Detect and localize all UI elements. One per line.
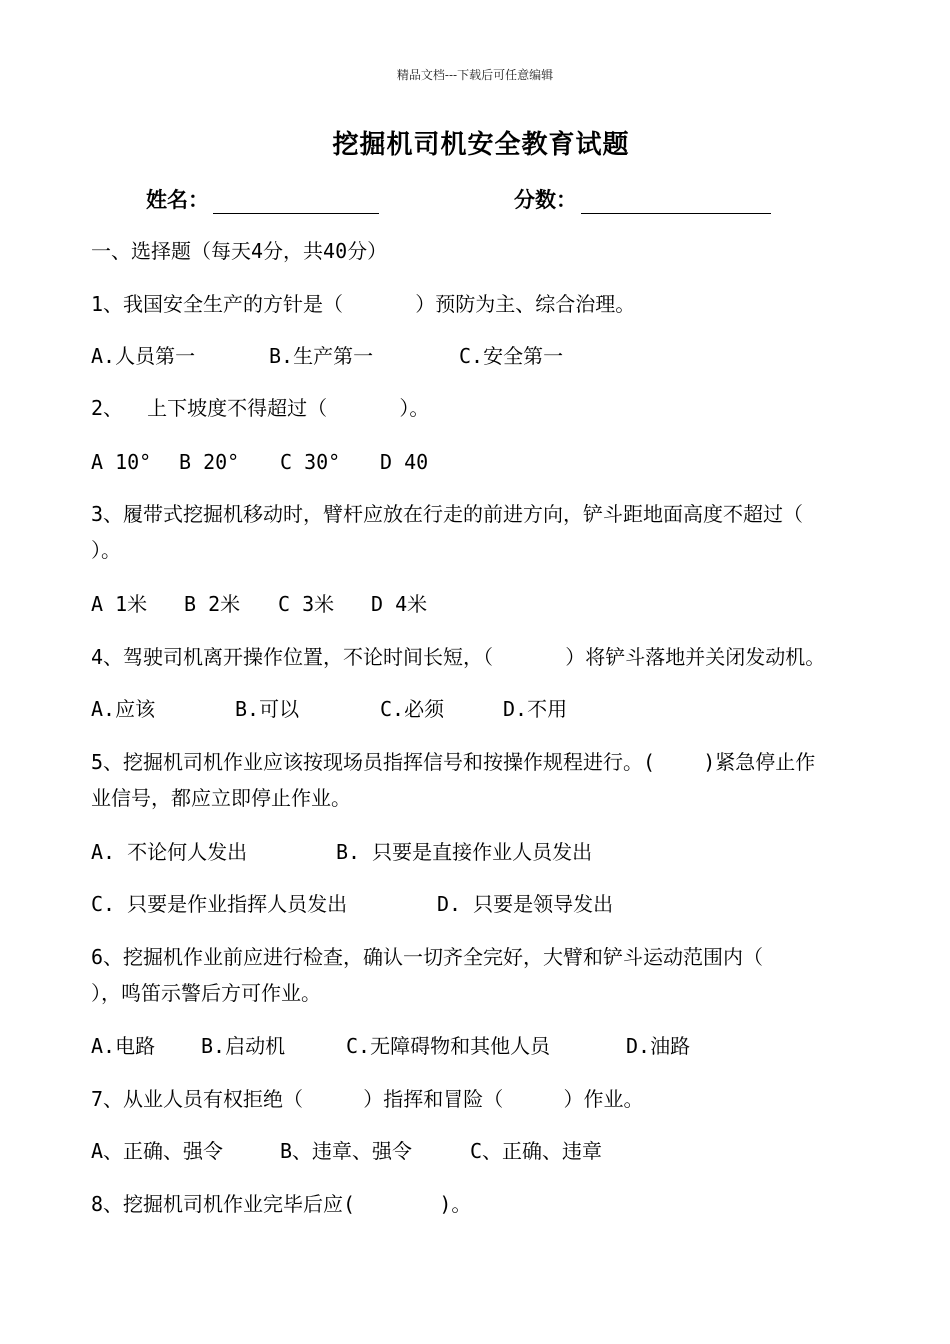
name-field (146, 184, 379, 214)
name-label: 姓名： (146, 188, 209, 212)
option: B.可以 (235, 697, 300, 721)
option: B.启动机 (201, 1034, 286, 1058)
question-2: 2、 上下坡度不得超过（ ）。 (91, 396, 430, 420)
question-5: 5、挖掘机司机作业应该按现场员指挥信号和按操作规程进行。( )紧急停止作 (91, 750, 816, 774)
option: C 3米 (278, 592, 335, 616)
question-1: 1、我国安全生产的方针是（ ）预防为主、综合治理。 (91, 292, 636, 316)
option: C. 只要是作业指挥人员发出 (91, 892, 348, 916)
option: A 10° (91, 450, 152, 474)
option: D.油路 (626, 1034, 691, 1058)
option: A.应该 (91, 697, 156, 721)
question-3: 3、履带式挖掘机移动时，臂杆应放在行走的前进方向，铲斗距地面高度不超过（ (91, 502, 804, 526)
option: C.安全第一 (459, 344, 564, 368)
question-8: 8、挖掘机司机作业完毕后应( )。 (91, 1192, 472, 1216)
option: B.生产第一 (269, 344, 374, 368)
option: B. 只要是直接作业人员发出 (336, 840, 593, 864)
option: D 4米 (371, 592, 428, 616)
option: A 1米 (91, 592, 148, 616)
question-4: 4、驾驶司机离开操作位置，不论时间长短，（ ）将铲斗落地并关闭发动机。 (91, 645, 826, 669)
page-title: 挖掘机司机安全教育试题 (332, 130, 630, 160)
option: B、违章、强令 (280, 1139, 413, 1163)
score-label: 分数： (514, 188, 577, 212)
question-7: 7、从业人员有权拒绝（ ）指挥和冒险（ ）作业。 (91, 1087, 644, 1111)
option: A.人员第一 (91, 344, 196, 368)
option: B 2米 (184, 592, 241, 616)
option: C、正确、违章 (470, 1139, 603, 1163)
option: A.电路 (91, 1034, 156, 1058)
option: B 20° (179, 450, 240, 474)
option: C 30° (280, 450, 341, 474)
section-heading: 一、选择题（每天4分，共40分） (91, 239, 388, 263)
option: A、正确、强令 (91, 1139, 224, 1163)
option: D 40 (380, 450, 429, 474)
header-note: 精品文档---下载后可任意编辑 (396, 68, 554, 82)
option: A. 不论何人发出 (91, 840, 248, 864)
name-blank (213, 191, 379, 214)
option: D.不用 (503, 697, 568, 721)
question-6-cont: ），鸣笛示警后方可作业。 (91, 981, 321, 1005)
option: C.无障碍物和其他人员 (346, 1034, 551, 1058)
question-6: 6、挖掘机作业前应进行检查，确认一切齐全完好，大臂和铲斗运动范围内（ (91, 945, 764, 969)
option: D. 只要是领导发出 (437, 892, 614, 916)
score-blank (581, 191, 771, 214)
question-3-cont: ）。 (91, 538, 121, 562)
score-field (514, 184, 771, 214)
option: C.必须 (380, 697, 445, 721)
question-5-cont: 业信号，都应立即停止作业。 (91, 786, 351, 810)
